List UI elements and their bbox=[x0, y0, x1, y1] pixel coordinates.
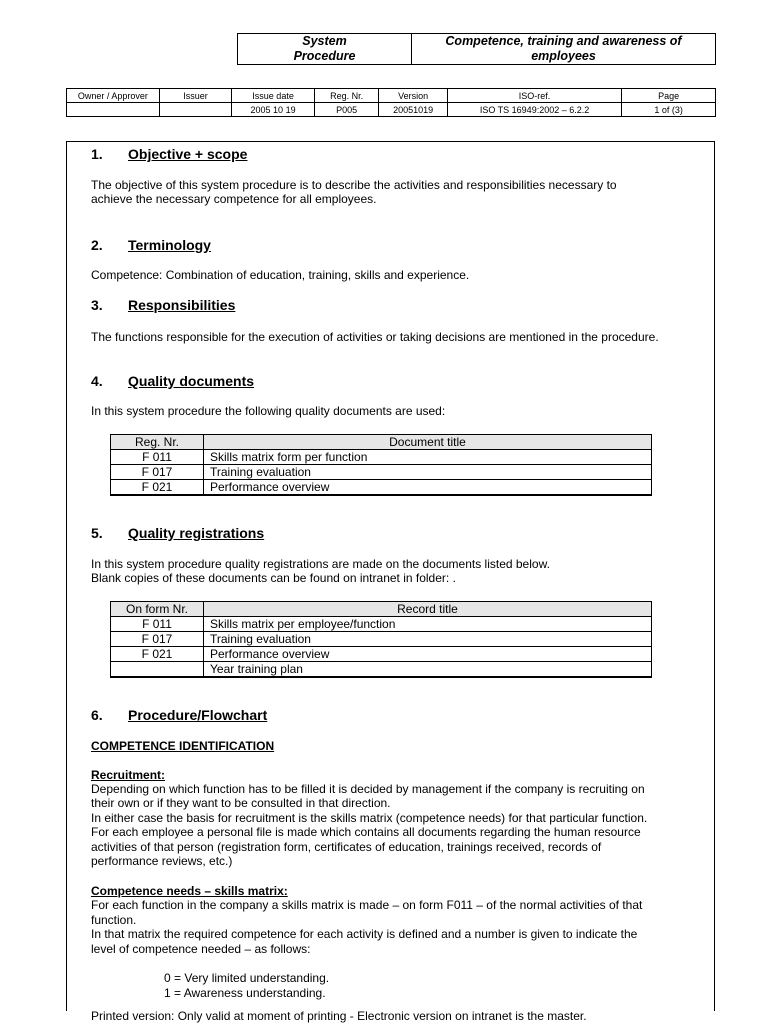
recruitment-line-2: their own or if they want to be consulted in that direction. bbox=[91, 796, 391, 810]
recruitment-line-4: For each employee a personal file is made which contains all documents regarding the human resource bbox=[91, 825, 641, 839]
section-2-body: Competence: Combination of education, training, skills and experience. bbox=[91, 268, 470, 282]
title-left: System Procedure bbox=[238, 34, 412, 64]
meta-header-page: Page bbox=[622, 89, 716, 103]
meta-value-row bbox=[67, 103, 716, 117]
recruitment-line-6: performance reviews, etc.) bbox=[91, 854, 233, 868]
meta-header-iso-ref: ISO-ref. bbox=[447, 89, 621, 103]
table-row bbox=[111, 450, 652, 465]
table-row bbox=[111, 662, 652, 678]
table-cell-title: Skills matrix form per function bbox=[204, 450, 652, 465]
table-row bbox=[111, 647, 652, 662]
section-2-number: 2. bbox=[91, 237, 103, 253]
section-4-heading bbox=[91, 373, 254, 389]
table-cell-reg-nr: F 021 bbox=[111, 480, 204, 496]
table-row bbox=[111, 632, 652, 647]
section-5-title: Quality registrations bbox=[128, 525, 265, 541]
meta-header-issuer: Issuer bbox=[159, 89, 232, 103]
section-4-title: Quality documents bbox=[128, 373, 255, 389]
meta-header-owner: Owner / Approver bbox=[67, 89, 160, 103]
section-6-title: Procedure/Flowchart bbox=[128, 707, 268, 723]
footer-note: Printed version: Only valid at moment of printing - Electronic version on intranet is the master. bbox=[91, 1009, 587, 1023]
meta-header-version: Version bbox=[379, 89, 448, 103]
skills-matrix-heading: Competence needs – skills matrix: bbox=[91, 884, 288, 898]
recruitment-line-3: In either case the basis for recruitment is the skills matrix (competence needs) for that particular function. bbox=[91, 811, 648, 825]
column-header-reg-nr: Reg. Nr. bbox=[111, 435, 204, 450]
column-header-document-title: Document title bbox=[204, 435, 652, 450]
meta-table bbox=[66, 88, 716, 117]
table-cell-form-nr: F 021 bbox=[111, 647, 204, 662]
table-header-row bbox=[111, 435, 652, 450]
quality-registrations-table bbox=[110, 601, 652, 678]
section-3-title: Responsibilities bbox=[128, 297, 236, 313]
section-3-number: 3. bbox=[91, 297, 103, 313]
section-4-number: 4. bbox=[91, 373, 103, 389]
table-cell-form-nr: F 011 bbox=[111, 617, 204, 632]
title-block bbox=[237, 33, 716, 65]
table-cell-title: Training evaluation bbox=[204, 465, 652, 480]
skills-line-3: In that matrix the required competence for each activity is defined and a number is given to indicate the bbox=[91, 927, 638, 941]
table-row bbox=[111, 617, 652, 632]
meta-value-issue-date: 2005 10 19 bbox=[232, 103, 315, 117]
table-cell-title: Skills matrix per employee/function bbox=[204, 617, 652, 632]
column-header-form-nr: On form Nr. bbox=[111, 602, 204, 617]
section-1-body-line-2: achieve the necessary competence for all employees. bbox=[91, 192, 377, 206]
table-cell-title: Performance overview bbox=[204, 480, 652, 496]
competence-level-1: 1 = Awareness understanding. bbox=[164, 986, 326, 1000]
meta-value-reg-nr: P005 bbox=[314, 103, 378, 117]
table-cell-reg-nr: F 017 bbox=[111, 465, 204, 480]
title-right: Competence, training and awareness of employees bbox=[445, 34, 682, 63]
recruitment-heading: Recruitment: bbox=[91, 768, 166, 782]
meta-value-owner bbox=[67, 103, 160, 117]
meta-value-page: 1 of (3) bbox=[622, 103, 716, 117]
section-1-heading bbox=[91, 146, 247, 162]
section-6-heading bbox=[91, 707, 267, 723]
section-3-heading bbox=[91, 297, 235, 313]
table-row bbox=[111, 480, 652, 496]
table-cell-title: Year training plan bbox=[204, 662, 652, 678]
section-1-title: Objective + scope bbox=[128, 146, 248, 162]
quality-documents-table bbox=[110, 434, 652, 496]
meta-value-version: 20051019 bbox=[379, 103, 448, 117]
section-1-body-line-1: The objective of this system procedure is to describe the activities and responsibilities necessary to bbox=[91, 178, 617, 192]
table-cell-form-nr bbox=[111, 662, 204, 678]
section-5-body-line-2: Blank copies of these documents can be found on intranet in folder: . bbox=[91, 571, 456, 585]
competence-level-0: 0 = Very limited understanding. bbox=[164, 971, 330, 985]
table-row bbox=[111, 465, 652, 480]
meta-header-row bbox=[67, 89, 716, 103]
table-cell-title: Training evaluation bbox=[204, 632, 652, 647]
table-header-row bbox=[111, 602, 652, 617]
recruitment-line-1: Depending on which function has to be filled it is decided by management if the company is recruiting on bbox=[91, 782, 645, 796]
section-5-body-line-1: In this system procedure quality registrations are made on the documents listed below. bbox=[91, 557, 550, 571]
recruitment-line-5: activities of that person (registration form, certificates of education, trainings received, records of bbox=[91, 840, 602, 854]
meta-header-reg-nr: Reg. Nr. bbox=[314, 89, 378, 103]
section-3-body: The functions responsible for the execution of activities or taking decisions are mentioned in the procedure. bbox=[91, 330, 659, 344]
section-5-number: 5. bbox=[91, 525, 103, 541]
section-5-heading bbox=[91, 525, 264, 541]
section-4-body: In this system procedure the following quality documents are used: bbox=[91, 404, 446, 418]
meta-value-issuer bbox=[159, 103, 232, 117]
table-cell-reg-nr: F 011 bbox=[111, 450, 204, 465]
section-6-number: 6. bbox=[91, 707, 103, 723]
skills-line-2: function. bbox=[91, 913, 137, 927]
section-1-number: 1. bbox=[91, 146, 103, 162]
section-2-title: Terminology bbox=[128, 237, 211, 253]
meta-value-iso-ref: ISO TS 16949:2002 – 6.2.2 bbox=[447, 103, 621, 117]
skills-line-1: For each function in the company a skills matrix is made – on form F011 – of the normal activities of that bbox=[91, 898, 643, 912]
section-2-heading bbox=[91, 237, 211, 253]
meta-header-issue-date: Issue date bbox=[232, 89, 315, 103]
competence-identification-heading: COMPETENCE IDENTIFICATION bbox=[91, 739, 275, 753]
column-header-record-title: Record title bbox=[204, 602, 652, 617]
skills-line-4: level of competence needed – as follows: bbox=[91, 942, 311, 956]
table-cell-form-nr: F 017 bbox=[111, 632, 204, 647]
table-cell-title: Performance overview bbox=[204, 647, 652, 662]
